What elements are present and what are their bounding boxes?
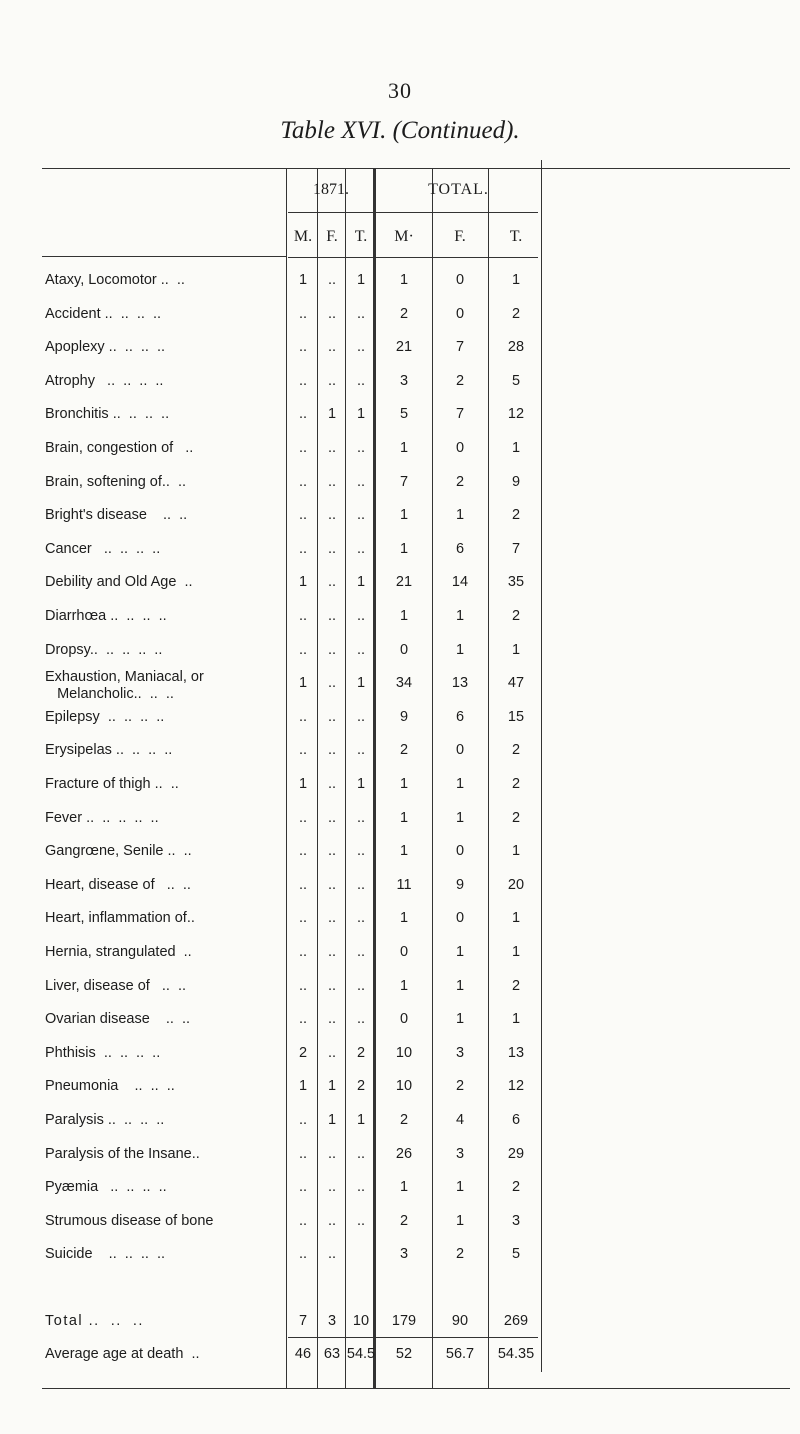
row-label: Suicide .. .. .. .. [45, 1246, 166, 1262]
row-label: Total .. .. .. [45, 1313, 144, 1329]
cell-m-1871: .. [298, 1179, 308, 1195]
cell-f-total: 13 [451, 675, 469, 691]
cell-f-total: 2 [455, 373, 465, 389]
cell-m-1871: .. [298, 1146, 308, 1162]
row-label: Pyæmia .. .. .. .. [45, 1179, 167, 1195]
cell-t-1871: .. [356, 339, 366, 355]
cell-f-total: 1 [455, 608, 465, 624]
cell-f-1871: .. [327, 1179, 337, 1195]
cell-t-total: 2 [511, 608, 521, 624]
table-row [42, 1313, 790, 1347]
cell-t-total: 29 [507, 1146, 525, 1162]
cell-m-1871: .. [298, 910, 308, 926]
cell-f-total: 0 [455, 843, 465, 859]
cell-m-1871: 1 [298, 574, 308, 590]
cell-t-total: 9 [511, 474, 521, 490]
cell-f-1871: .. [327, 709, 337, 725]
row-label: Accident .. .. .. .. [45, 306, 162, 322]
cell-m-total: 1 [399, 810, 409, 826]
cell-m-total: 5 [399, 406, 409, 422]
cell-t-total: 2 [511, 776, 521, 792]
table-row [42, 306, 790, 340]
cell-m-1871: .. [298, 944, 308, 960]
cell-m-total: 0 [399, 642, 409, 658]
table-row [42, 877, 790, 911]
row-label: Atrophy .. .. .. .. [45, 373, 164, 389]
cell-t-1871: .. [356, 440, 366, 456]
table-row [42, 843, 790, 877]
cell-f-1871: .. [327, 1213, 337, 1229]
cell-m-total: 11 [396, 877, 412, 893]
table-row [42, 1246, 790, 1280]
row-label: Debility and Old Age .. [45, 574, 193, 590]
cell-m-1871: .. [298, 877, 308, 893]
header-rule [42, 256, 287, 257]
cell-m-total: 1 [399, 440, 409, 456]
row-label: Gangrœne, Senile .. .. [45, 843, 192, 859]
cell-f-1871: .. [327, 373, 337, 389]
table-row [42, 1011, 790, 1045]
table-title: Table XVI. (Continued). [280, 117, 520, 144]
cell-m-1871: .. [298, 642, 308, 658]
cell-m-1871: .. [298, 440, 308, 456]
cell-f-1871: .. [327, 339, 337, 355]
table-row [42, 339, 790, 373]
cell-m-1871: .. [298, 1011, 308, 1027]
cell-t-1871: .. [356, 709, 366, 725]
cell-t-1871: .. [356, 306, 366, 322]
cell-t-total: 6 [511, 1112, 521, 1128]
row-label: Cancer .. .. .. .. [45, 541, 161, 557]
header-m-1871: M. [293, 228, 313, 245]
header-group-rule [288, 212, 538, 213]
cell-t-1871: .. [356, 1179, 366, 1195]
cell-t-1871: .. [356, 1011, 366, 1027]
cell-f-1871: 1 [327, 1112, 337, 1128]
cell-m-1871: .. [298, 978, 308, 994]
cell-t-1871: 54.5 [346, 1346, 376, 1362]
cell-f-1871: .. [327, 642, 337, 658]
table-row [42, 669, 790, 709]
cell-t-1871: .. [356, 843, 366, 859]
cell-f-1871: .. [327, 810, 337, 826]
cell-m-1871: 7 [298, 1313, 308, 1329]
table-row [42, 1045, 790, 1079]
cell-m-total: 2 [399, 1112, 409, 1128]
row-label: Bright's disease .. .. [45, 507, 188, 523]
table-row [42, 541, 790, 575]
cell-m-total: 1 [399, 978, 409, 994]
cell-f-1871: .. [327, 574, 337, 590]
table-row [42, 709, 790, 743]
cell-f-1871: 63 [323, 1346, 341, 1362]
row-label: Ovarian disease .. .. [45, 1011, 191, 1027]
cell-f-total: 7 [455, 339, 465, 355]
header-m-total: M· [394, 228, 414, 245]
row-label: Average age at death .. [45, 1346, 200, 1362]
cell-f-total: 2 [455, 1246, 465, 1262]
cell-t-total: 5 [511, 373, 521, 389]
cell-m-1871: .. [298, 1246, 308, 1262]
table-row [42, 810, 790, 844]
cell-t-total: 7 [511, 541, 521, 557]
cell-t-1871: .. [356, 1146, 366, 1162]
cell-t-1871: 1 [356, 776, 366, 792]
cell-m-total: 2 [399, 306, 409, 322]
cell-t-1871: .. [356, 944, 366, 960]
cell-f-total: 2 [455, 474, 465, 490]
cell-f-total: 0 [455, 910, 465, 926]
cell-f-1871: .. [327, 272, 337, 288]
row-label: Apoplexy .. .. .. .. [45, 339, 166, 355]
cell-m-total: 1 [399, 608, 409, 624]
cell-f-total: 3 [455, 1146, 465, 1162]
cell-t-1871: 1 [356, 406, 366, 422]
row-label: Paralysis of the Insane.. [45, 1146, 200, 1162]
cell-f-total: 1 [455, 1011, 465, 1027]
table-top-rule [42, 168, 790, 169]
mortality-table [42, 168, 790, 1390]
cell-m-total: 3 [399, 1246, 409, 1262]
table-row [42, 507, 790, 541]
row-label: Brain, congestion of .. [45, 440, 194, 456]
row-label: Pneumonia .. .. .. [45, 1078, 175, 1094]
cell-f-1871: .. [327, 843, 337, 859]
cell-f-1871: 1 [327, 406, 337, 422]
cell-t-total: 2 [511, 306, 521, 322]
cell-t-total: 1 [511, 1011, 521, 1027]
cell-f-total: 3 [455, 1045, 465, 1061]
cell-t-1871: .. [356, 877, 366, 893]
cell-f-total: 56.7 [445, 1346, 475, 1362]
cell-m-total: 21 [395, 574, 413, 590]
cell-t-1871: .. [356, 507, 366, 523]
cell-m-total: 2 [399, 742, 409, 758]
cell-t-total: 12 [507, 406, 525, 422]
cell-t-total: 1 [511, 272, 521, 288]
table-row [42, 944, 790, 978]
cell-m-1871: .. [298, 339, 308, 355]
row-label: Exhaustion, Maniacal, or Melancholic.. .. .. [45, 669, 204, 702]
header-rule [288, 257, 538, 258]
row-label: Epilepsy .. .. .. .. [45, 709, 165, 725]
cell-f-1871: .. [327, 675, 337, 691]
row-label: Hernia, strangulated .. [45, 944, 192, 960]
table-row [42, 406, 790, 440]
cell-m-1871: .. [298, 373, 308, 389]
cell-t-total: 2 [511, 978, 521, 994]
cell-m-total: 9 [399, 709, 409, 725]
row-label: Fever .. .. .. .. .. [45, 810, 159, 826]
header-total: TOTAL. [428, 181, 489, 198]
row-label: Brain, softening of.. .. [45, 474, 187, 490]
cell-m-total: 1 [399, 776, 409, 792]
cell-t-1871: .. [356, 642, 366, 658]
table-bottom-rule [42, 1388, 790, 1389]
cell-m-total: 1 [399, 843, 409, 859]
cell-t-total: 2 [511, 1179, 521, 1195]
cell-m-total: 2 [399, 1213, 409, 1229]
cell-t-1871: .. [356, 608, 366, 624]
cell-f-total: 6 [455, 709, 465, 725]
cell-f-total: 1 [455, 978, 465, 994]
cell-m-total: 52 [395, 1346, 413, 1362]
cell-m-1871: .. [298, 507, 308, 523]
table-row [42, 910, 790, 944]
cell-m-1871: .. [298, 1213, 308, 1229]
cell-f-total: 1 [455, 1213, 465, 1229]
cell-t-total: 13 [507, 1045, 525, 1061]
cell-m-total: 1 [399, 1179, 409, 1195]
table-row [42, 1179, 790, 1213]
cell-t-1871: .. [356, 978, 366, 994]
row-label: Heart, inflammation of.. [45, 910, 195, 926]
table-row [42, 1112, 790, 1146]
row-label: Phthisis .. .. .. .. [45, 1045, 161, 1061]
cell-t-total: 1 [511, 642, 521, 658]
table-row [42, 742, 790, 776]
cell-f-total: 9 [455, 877, 465, 893]
cell-m-1871: .. [298, 608, 308, 624]
cell-m-total: 0 [399, 944, 409, 960]
cell-m-1871: 2 [298, 1045, 308, 1061]
cell-f-1871: .. [327, 742, 337, 758]
cell-t-1871: .. [356, 474, 366, 490]
cell-m-total: 179 [391, 1313, 417, 1329]
cell-m-1871: 1 [298, 1078, 308, 1094]
cell-t-1871: .. [356, 1213, 366, 1229]
cell-t-1871: .. [356, 742, 366, 758]
cell-f-total: 1 [455, 810, 465, 826]
cell-m-1871: .. [298, 306, 308, 322]
header-f-total: F. [454, 228, 466, 245]
cell-m-1871: .. [298, 1112, 308, 1128]
cell-f-1871: .. [327, 1246, 337, 1262]
cell-f-1871: .. [327, 474, 337, 490]
row-label: Liver, disease of .. .. [45, 978, 187, 994]
cell-m-total: 3 [399, 373, 409, 389]
cell-t-total: 1 [511, 843, 521, 859]
cell-f-1871: 3 [327, 1313, 337, 1329]
cell-t-1871: .. [356, 541, 366, 557]
cell-f-1871: .. [327, 910, 337, 926]
cell-t-total: 269 [503, 1313, 529, 1329]
cell-m-total: 10 [395, 1078, 413, 1094]
table-row [42, 1146, 790, 1180]
cell-t-total: 54.35 [497, 1346, 535, 1362]
cell-f-1871: .. [327, 978, 337, 994]
table-row [42, 1078, 790, 1112]
cell-f-total: 1 [455, 944, 465, 960]
table-row [42, 978, 790, 1012]
cell-t-1871: 10 [352, 1313, 370, 1329]
cell-m-1871: .. [298, 742, 308, 758]
cell-m-total: 21 [395, 339, 413, 355]
cell-f-total: 0 [455, 306, 465, 322]
cell-f-1871: .. [327, 507, 337, 523]
cell-t-1871: 2 [356, 1078, 366, 1094]
table-row [42, 574, 790, 608]
row-label: Bronchitis .. .. .. .. [45, 406, 170, 422]
row-label: Dropsy.. .. .. .. .. [45, 642, 163, 658]
table-row [42, 1213, 790, 1247]
cell-t-1871: .. [356, 373, 366, 389]
cell-t-total: 12 [507, 1078, 525, 1094]
cell-t-total: 20 [507, 877, 525, 893]
cell-m-1871: .. [298, 810, 308, 826]
cell-t-total: 2 [511, 742, 521, 758]
cell-t-total: 3 [511, 1213, 521, 1229]
cell-t-total: 2 [511, 810, 521, 826]
row-label: Paralysis .. .. .. .. [45, 1112, 165, 1128]
cell-t-1871: 1 [356, 272, 366, 288]
cell-m-total: 10 [395, 1045, 413, 1061]
cell-t-1871: .. [356, 810, 366, 826]
table-row [42, 608, 790, 642]
cell-f-total: 0 [455, 272, 465, 288]
cell-f-1871: .. [327, 877, 337, 893]
header-f-1871: F. [326, 228, 338, 245]
table-row [42, 272, 790, 306]
cell-t-1871: 2 [356, 1045, 366, 1061]
cell-m-total: 1 [399, 272, 409, 288]
cell-f-total: 14 [451, 574, 469, 590]
cell-m-1871: 1 [298, 776, 308, 792]
table-row [42, 1346, 790, 1380]
table-row [42, 373, 790, 407]
cell-m-1871: 1 [298, 675, 308, 691]
cell-f-total: 7 [455, 406, 465, 422]
cell-t-total: 2 [511, 507, 521, 523]
cell-t-total: 47 [507, 675, 525, 691]
cell-f-total: 1 [455, 507, 465, 523]
cell-m-1871: .. [298, 541, 308, 557]
cell-t-1871: 1 [356, 675, 366, 691]
cell-f-total: 1 [455, 776, 465, 792]
cell-t-1871: 1 [356, 574, 366, 590]
cell-m-total: 26 [395, 1146, 413, 1162]
cell-t-1871: 1 [356, 1112, 366, 1128]
cell-m-1871: 1 [298, 272, 308, 288]
table-row [42, 776, 790, 810]
cell-m-1871: 46 [294, 1346, 312, 1362]
cell-f-1871: .. [327, 1045, 337, 1061]
cell-m-total: 34 [395, 675, 413, 691]
cell-m-total: 1 [399, 507, 409, 523]
cell-f-total: 4 [455, 1112, 465, 1128]
cell-f-total: 6 [455, 541, 465, 557]
cell-f-total: 0 [455, 742, 465, 758]
row-label: Heart, disease of .. .. [45, 877, 191, 893]
cell-m-1871: .. [298, 406, 308, 422]
cell-f-total: 2 [455, 1078, 465, 1094]
cell-m-total: 1 [399, 541, 409, 557]
cell-f-1871: .. [327, 1011, 337, 1027]
cell-t-total: 35 [507, 574, 525, 590]
row-label: Ataxy, Locomotor .. .. [45, 272, 185, 288]
cell-m-1871: .. [298, 709, 308, 725]
page-number: 30 [388, 78, 412, 103]
cell-f-total: 1 [455, 1179, 465, 1195]
cell-f-1871: 1 [327, 1078, 337, 1094]
cell-m-total: 0 [399, 1011, 409, 1027]
row-label: Strumous disease of bone [45, 1213, 214, 1229]
cell-f-1871: .. [327, 944, 337, 960]
cell-m-1871: .. [298, 474, 308, 490]
cell-f-total: 0 [455, 440, 465, 456]
row-label: Fracture of thigh .. .. [45, 776, 179, 792]
table-row [42, 440, 790, 474]
cell-f-total: 1 [455, 642, 465, 658]
cell-f-1871: .. [327, 776, 337, 792]
cell-t-total: 5 [511, 1246, 521, 1262]
cell-m-total: 7 [399, 474, 409, 490]
cell-t-total: 1 [511, 944, 521, 960]
row-label: Diarrhœa .. .. .. .. [45, 608, 167, 624]
header-t-1871: T. [354, 228, 368, 245]
cell-f-total: 90 [451, 1313, 469, 1329]
cell-t-total: 28 [507, 339, 525, 355]
table-row [42, 474, 790, 508]
cell-f-1871: .. [327, 440, 337, 456]
cell-f-1871: .. [327, 306, 337, 322]
cell-m-total: 1 [399, 910, 409, 926]
cell-t-total: 1 [511, 910, 521, 926]
cell-t-1871: .. [356, 910, 366, 926]
row-label: Erysipelas .. .. .. .. [45, 742, 173, 758]
cell-f-1871: .. [327, 1146, 337, 1162]
cell-f-1871: .. [327, 541, 337, 557]
header-1871: 1871. [313, 181, 349, 198]
cell-f-1871: .. [327, 608, 337, 624]
cell-m-1871: .. [298, 843, 308, 859]
cell-t-total: 1 [511, 440, 521, 456]
header-t-total: T. [509, 228, 523, 245]
cell-t-total: 15 [507, 709, 525, 725]
